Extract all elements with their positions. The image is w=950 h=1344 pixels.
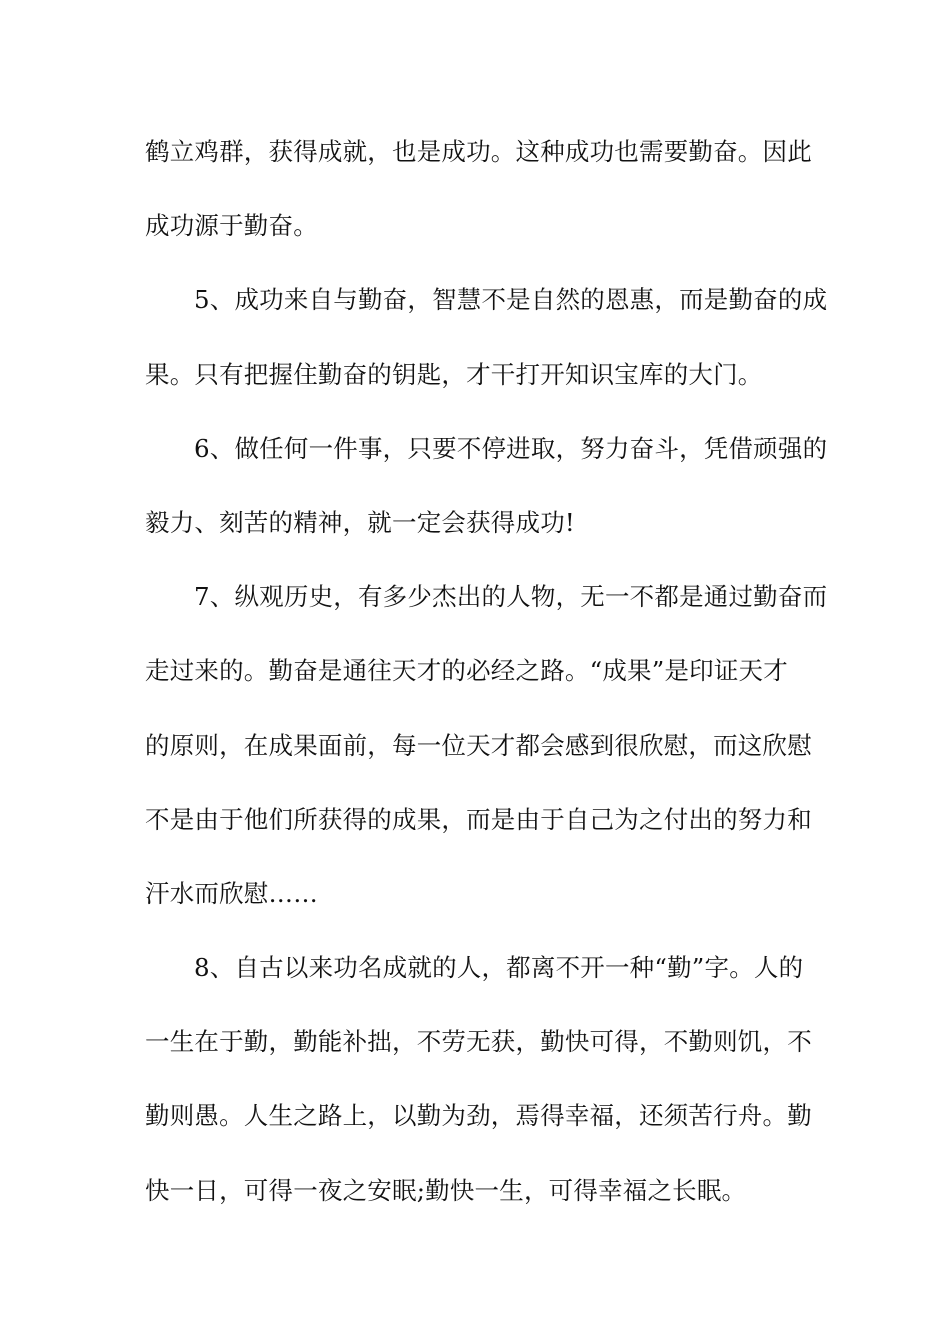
text-line: 走过来的。勤奋是通往天才的必经之路。“成果”是印证天才 — [145, 656, 788, 686]
paragraph-5-start: 5、成功来自与勤奋，智慧不是自然的恩惠，而是勤奋的成 — [194, 285, 828, 315]
text-line: 勤则愚。人生之路上，以勤为劲，焉得幸福，还须苦行舟。勤 — [145, 1101, 812, 1131]
text-line: 不是由于他们所获得的成果，而是由于自己为之付出的努力和 — [145, 804, 812, 834]
paragraph-6-start: 6、做任何一件事，只要不停进取，努力奋斗，凭借顽强的 — [194, 433, 828, 463]
text-line: 毅力、刻苦的精神，就一定会获得成功! — [145, 507, 575, 537]
document-body — [145, 126, 828, 1239]
text-line: 果。只有把握住勤奋的钥匙，才干打开知识宝库的大门。 — [145, 359, 763, 389]
text-line: 一生在于勤，勤能补拙，不劳无获，勤快可得，不勤则饥，不 — [145, 1027, 812, 1057]
text-line: 汗水而欣慰…… — [145, 878, 318, 908]
text-line: 的原则，在成果面前，每一位天才都会感到很欣慰，而这欣慰 — [145, 730, 812, 760]
text-line: 成功源于勤奋。 — [145, 211, 318, 241]
text-line: 鹤立鸡群，获得成就，也是成功。这种成功也需要勤奋。因此 — [145, 137, 812, 166]
text-line: 快一日，可得一夜之安眠;勤快一生，可得幸福之长眠。 — [145, 1175, 747, 1205]
paragraph-8-start: 8、自古以来功名成就的人，都离不开一种“勤”字。人的 — [194, 953, 804, 983]
paragraph-7-start: 7、纵观历史，有多少杰出的人物，无一不都是通过勤奋而 — [194, 582, 828, 612]
